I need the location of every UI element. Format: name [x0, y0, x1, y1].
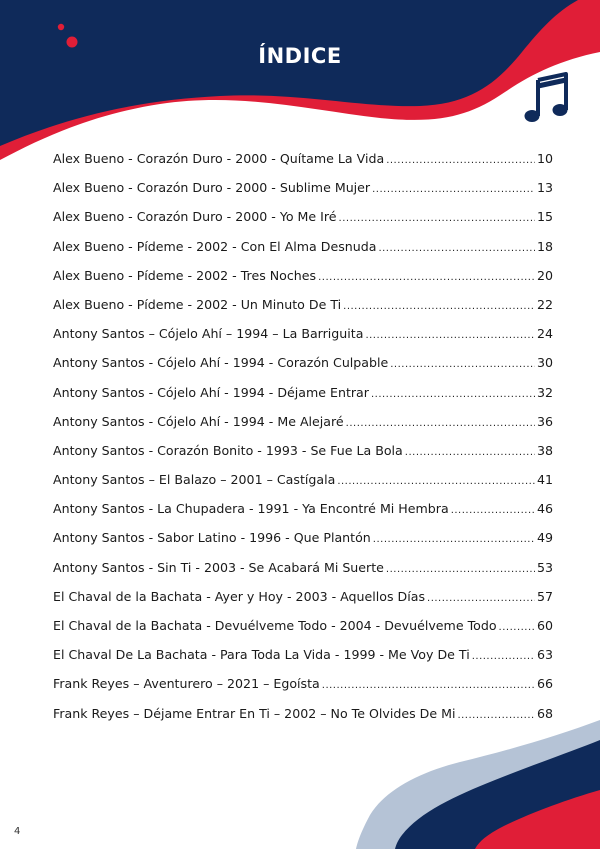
toc-entry-title: El Chaval de la Bachata - Ayer y Hoy - 2003 - Aquellos Días — [53, 588, 426, 604]
toc-entry-title: Frank Reyes – Aventurero – 2021 – Egoísta — [53, 676, 320, 692]
toc-entry-title: Alex Bueno - Pídeme - 2002 - Un Minuto De Ti — [53, 296, 342, 312]
dot-leader — [346, 418, 535, 429]
toc-entry[interactable] — [53, 385, 553, 414]
toc-entry-title: Alex Bueno - Corazón Duro - 2000 - Sublime Mujer — [53, 180, 371, 196]
toc-entry[interactable] — [53, 268, 553, 297]
dot-leader — [386, 155, 535, 166]
toc-entry[interactable] — [53, 443, 553, 472]
toc-entry[interactable] — [53, 706, 553, 735]
dot-leader — [457, 710, 535, 721]
dot-leader — [499, 622, 535, 633]
toc-entry[interactable] — [53, 618, 553, 647]
toc-entry-page: 22 — [536, 296, 553, 312]
dot-leader — [372, 184, 535, 195]
toc-entry-page: 38 — [536, 442, 553, 458]
toc-entry-title: Antony Santos - Cójelo Ahí - 1994 - Corazón Culpable — [53, 355, 389, 371]
small-red-dot — [58, 24, 64, 30]
dot-leader — [472, 651, 535, 662]
toc-entry-title: Alex Bueno - Pídeme - 2002 - Tres Noches — [53, 267, 317, 283]
dot-leader — [318, 272, 535, 283]
toc-entry-title: Antony Santos - Corazón Bonito - 1993 - Se Fue La Bola — [53, 442, 403, 458]
toc-entry-page: 66 — [536, 676, 553, 692]
dot-leader — [365, 330, 535, 341]
page-number: 4 — [14, 826, 21, 837]
top-navy-wave — [0, 0, 578, 146]
toc-entry-page: 41 — [536, 472, 553, 488]
dot-leader — [427, 593, 535, 604]
music-note-icon — [524, 72, 570, 124]
toc-entry[interactable] — [53, 355, 553, 384]
dot-leader — [405, 447, 535, 458]
toc-entry[interactable] — [53, 414, 553, 443]
toc-entry-page: 13 — [536, 180, 553, 196]
toc-entry[interactable] — [53, 472, 553, 501]
dot-leader — [343, 301, 535, 312]
dot-leader — [339, 213, 535, 224]
dot-leader — [390, 359, 535, 370]
toc-entry-title: Antony Santos – Cójelo Ahí – 1994 – La Barriguita — [53, 326, 364, 342]
dot-leader — [378, 243, 535, 254]
toc-entry-page: 68 — [536, 705, 553, 721]
toc-entry-title: El Chaval de la Bachata - Devuélveme Todo - 2004 - Devuélveme Todo — [53, 618, 497, 633]
toc-entry-title: Antony Santos – El Balazo – 2001 – Castígala — [53, 472, 336, 488]
toc-entry-title: Antony Santos - Cójelo Ahí - 1994 - Me Alejaré — [53, 413, 344, 429]
toc-entry[interactable] — [53, 501, 553, 530]
dot-leader — [322, 680, 535, 691]
dot-leader — [386, 564, 535, 575]
toc-entry-title: Alex Bueno - Corazón Duro - 2000 - Yo Me Iré — [53, 209, 337, 225]
dot-leader — [373, 534, 535, 545]
toc-entry[interactable] — [53, 297, 553, 326]
toc-entry-title: El Chaval De La Bachata - Para Toda La Vida - 1999 - Me Voy De Ti — [53, 647, 470, 663]
toc-entry[interactable] — [53, 676, 553, 705]
dot-leader — [451, 505, 535, 516]
toc-entry-page: 63 — [536, 647, 553, 663]
toc-entry-page: 18 — [536, 238, 553, 254]
toc-entry-page: 49 — [536, 530, 553, 546]
toc-entry[interactable] — [53, 180, 553, 209]
toc-entry[interactable] — [53, 326, 553, 355]
toc-entry-page: 10 — [536, 151, 553, 166]
toc-entry-page: 15 — [536, 209, 553, 225]
toc-entry-title: Antony Santos - Cójelo Ahí - 1994 - Déjame Entrar — [53, 384, 369, 400]
page-title: ÍNDICE — [258, 44, 342, 68]
dot-leader — [337, 476, 535, 487]
toc-entry[interactable] — [53, 560, 553, 589]
toc-entry-page: 32 — [536, 384, 553, 400]
toc-entry[interactable] — [53, 589, 553, 618]
toc-entry[interactable] — [53, 530, 553, 559]
toc-entry-title: Alex Bueno - Pídeme - 2002 - Con El Alma Desnuda — [53, 238, 377, 254]
toc-entry-title: Alex Bueno - Corazón Duro - 2000 - Quítame La Vida — [53, 151, 385, 166]
toc-entry-title: Antony Santos - Sabor Latino - 1996 - Que Plantón — [53, 530, 371, 546]
dot-leader — [371, 389, 535, 400]
table-of-contents — [53, 151, 553, 735]
toc-entry-page: 60 — [536, 618, 553, 633]
toc-entry[interactable] — [53, 151, 553, 180]
toc-entry-page: 53 — [536, 559, 553, 575]
toc-entry-title: Frank Reyes – Déjame Entrar En Ti – 2002 – No Te Olvides De Mi — [53, 705, 456, 721]
toc-entry-page: 36 — [536, 413, 553, 429]
toc-entry-page: 24 — [536, 326, 553, 342]
toc-entry[interactable] — [53, 647, 553, 676]
toc-entry-page: 57 — [536, 588, 553, 604]
toc-entry[interactable] — [53, 209, 553, 238]
toc-entry[interactable] — [53, 239, 553, 268]
toc-entry-page: 46 — [536, 501, 553, 517]
toc-entry-title: Antony Santos - Sin Ti - 2003 - Se Acabará Mi Suerte — [53, 559, 384, 575]
toc-entry-title: Antony Santos - La Chupadera - 1991 - Ya Encontré Mi Hembra — [53, 501, 449, 517]
toc-entry-page: 20 — [536, 267, 553, 283]
toc-entry-page: 30 — [536, 355, 553, 371]
